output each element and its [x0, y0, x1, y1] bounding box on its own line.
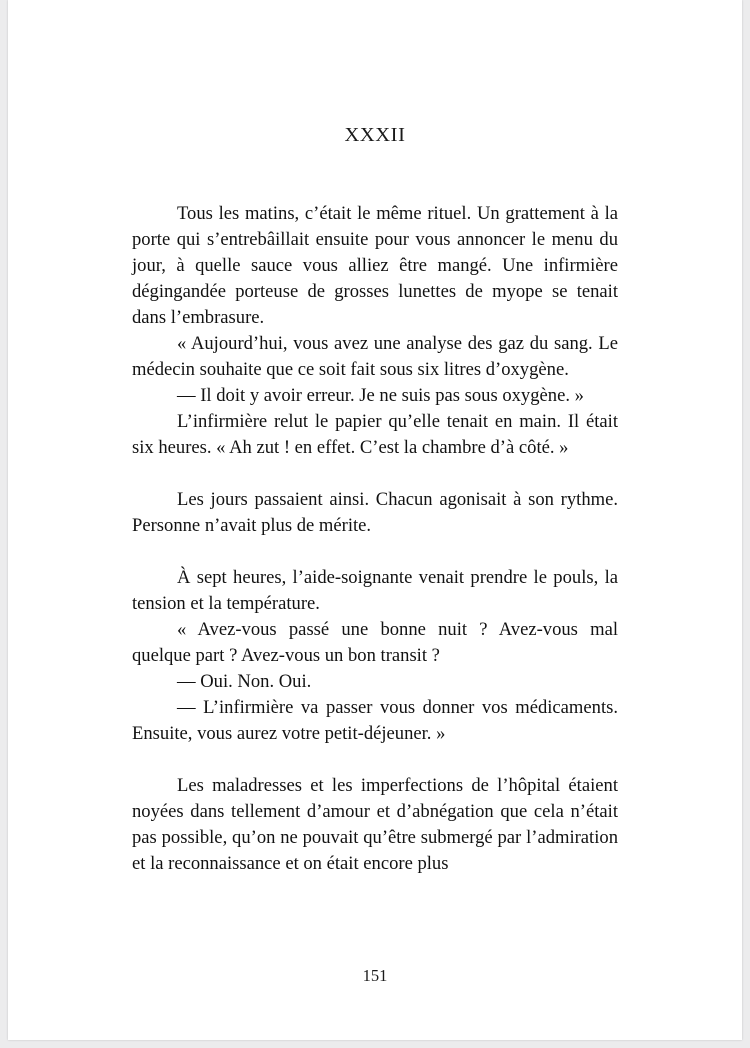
- body-paragraph: Tous les matins, c’était le même rituel. Un grattement à la porte qui s’entrebâillait ensuite pour vous annoncer le menu du jour, à quelle sauce vous alliez être mangé. Une infirmière dégingandée porteuse de grosses lunettes de myope se tenait dans l’embrasure.: [132, 203, 618, 328]
- page-number: 151: [362, 966, 388, 985]
- body-paragraph: « Aujourd’hui, vous avez une analyse des gaz du sang. Le médecin souhaite que ce soit fait sous six litres d’oxygène.: [132, 333, 618, 380]
- body-paragraph: À sept heures, l’aide-soignante venait prendre le pouls, la tension et la température.: [132, 567, 618, 614]
- body-paragraph: — Oui. Non. Oui.: [177, 671, 312, 692]
- page-text-block: [132, 0, 618, 1040]
- body-paragraph: Les maladresses et les imperfections de l’hôpital étaient noyées dans tellement d’amour et d’abnégation que cela n’était pas possible, qu’on ne pouvait qu’être submergé par l’admiration et la reconnaissance et on était encore plus: [132, 775, 618, 874]
- book-page: [8, 0, 742, 1040]
- body-paragraph: L’infirmière relut le papier qu’elle tenait en main. Il était six heures. « Ah zut ! en effet. C’est la chambre d’à côté. »: [132, 411, 618, 458]
- body-paragraph: — Il doit y avoir erreur. Je ne suis pas sous oxygène. »: [177, 385, 584, 406]
- chapter-heading: XXXII: [344, 124, 406, 146]
- body-paragraph: « Avez-vous passé une bonne nuit ? Avez-vous mal quelque part ? Avez-vous un bon transit ?: [132, 619, 618, 666]
- body-paragraph: Les jours passaient ainsi. Chacun agonisait à son rythme. Personne n’avait plus de mérite.: [132, 489, 618, 536]
- body-paragraph: — L’infirmière va passer vous donner vos médicaments. Ensuite, vous aurez votre petit-déjeuner. »: [132, 697, 618, 744]
- body-text: [132, 201, 618, 877]
